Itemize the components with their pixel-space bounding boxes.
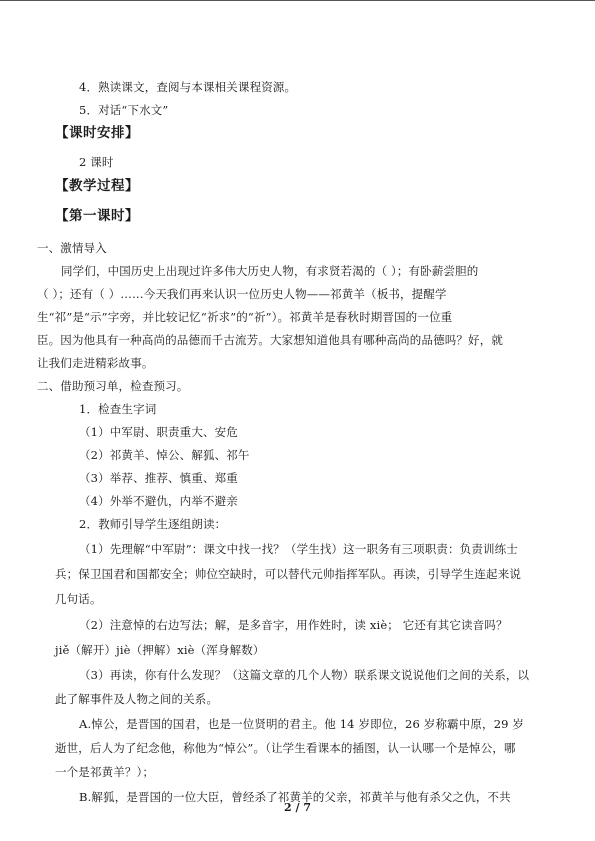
sub-step-heading: 2．教师引导学生逐组朗读： [79,517,227,531]
paragraph-line: A.悼公，是晋国的国君，也是一位贤明的君主。他 14 岁即位，26 岁称霸中原，29 岁 [79,717,525,731]
vocab-item: （1）中军尉、职责重大、安危 [79,425,238,439]
step-heading-intro: 一、激情导入 [37,241,107,255]
vocab-item: （4）外举不避仇，内举不避亲 [79,494,238,508]
paragraph-line: 生“祁”是“示”字旁，并比较记忆“祈求”的“祈”）。祁黄羊是春秋时期晋国的一位重 [37,310,453,324]
paragraph-line: 逝世，后人为了纪念他，称他为“悼公”。（让学生看课本的插图，认一认哪一个是悼公，哪 [55,741,516,755]
header-rule [0,0,595,1]
step-heading-preview: 二、借助预习单，检查预习。 [37,379,189,393]
vocab-item: （2）祁黄羊、悼公、解狐、祁午 [79,448,250,462]
vocab-item: （3）举荐、推荐、慎重、郑重 [79,471,238,485]
sub-step-heading: 1．检查生字词 [79,402,157,416]
paragraph-line: 此了解事件及人物之间的关系。 [55,692,219,706]
paragraph-line: （2）注意悼的右边写法；解，是多音字，用作姓时，读 xiè； 它还有其它读音吗？ [79,618,508,632]
paragraph-line: （ ）；还有（ ）……今天我们再来认识一位历史人物——祁黄羊（板书，提醒学 [37,287,447,301]
goal-item-5: 5．对话“下水文” [79,103,169,117]
pronunciation-line: jiě（解开）jiè（押解）xiè（浑身解数） [55,643,265,657]
section-heading-lesson-1: 【第一课时】 [55,208,139,224]
schedule-text: 2 课时 [79,155,114,169]
section-heading-process: 【教学过程】 [55,178,139,194]
paragraph-line: （1）先理解“中军尉”：课文中找一找？（学生找）这一职务有三项职责：负责训练士 [79,542,518,556]
paragraph-line: 几句话。 [55,592,102,606]
paragraph-line: 同学们，中国历史上出现过许多伟大历史人物，有求贤若渴的（ ）；有卧薪尝胆的 [61,264,479,278]
section-heading-schedule: 【课时安排】 [55,125,139,141]
paragraph-line: 让我们走进精彩故事。 [37,356,154,370]
goal-item-4: 4．熟读课文，查阅与本课相关课程资源。 [79,80,297,94]
page-number: 2 / 7 [284,801,311,814]
paragraph-line: B.解狐，是晋国的一位大臣，曾经杀了祁黄羊的父亲，祁黄羊与他有杀父之仇，不共 [79,790,511,804]
paragraph-line: 兵；保卫国君和国都安全；帅位空缺时，可以替代元帅指挥军队。再读，引导学生连起来说 [55,567,521,581]
paragraph-line: （3）再读，你有什么发现？（这篇文章的几个人物）联系课文说说他们之间的关系，以 [79,668,530,682]
paragraph-line: 一个是祁黄羊？）； [55,765,155,779]
paragraph-line: 臣。因为他具有一种高尚的品德而千古流芳。大家想知道他具有哪种高尚的品德吗？好，就 [37,333,503,347]
